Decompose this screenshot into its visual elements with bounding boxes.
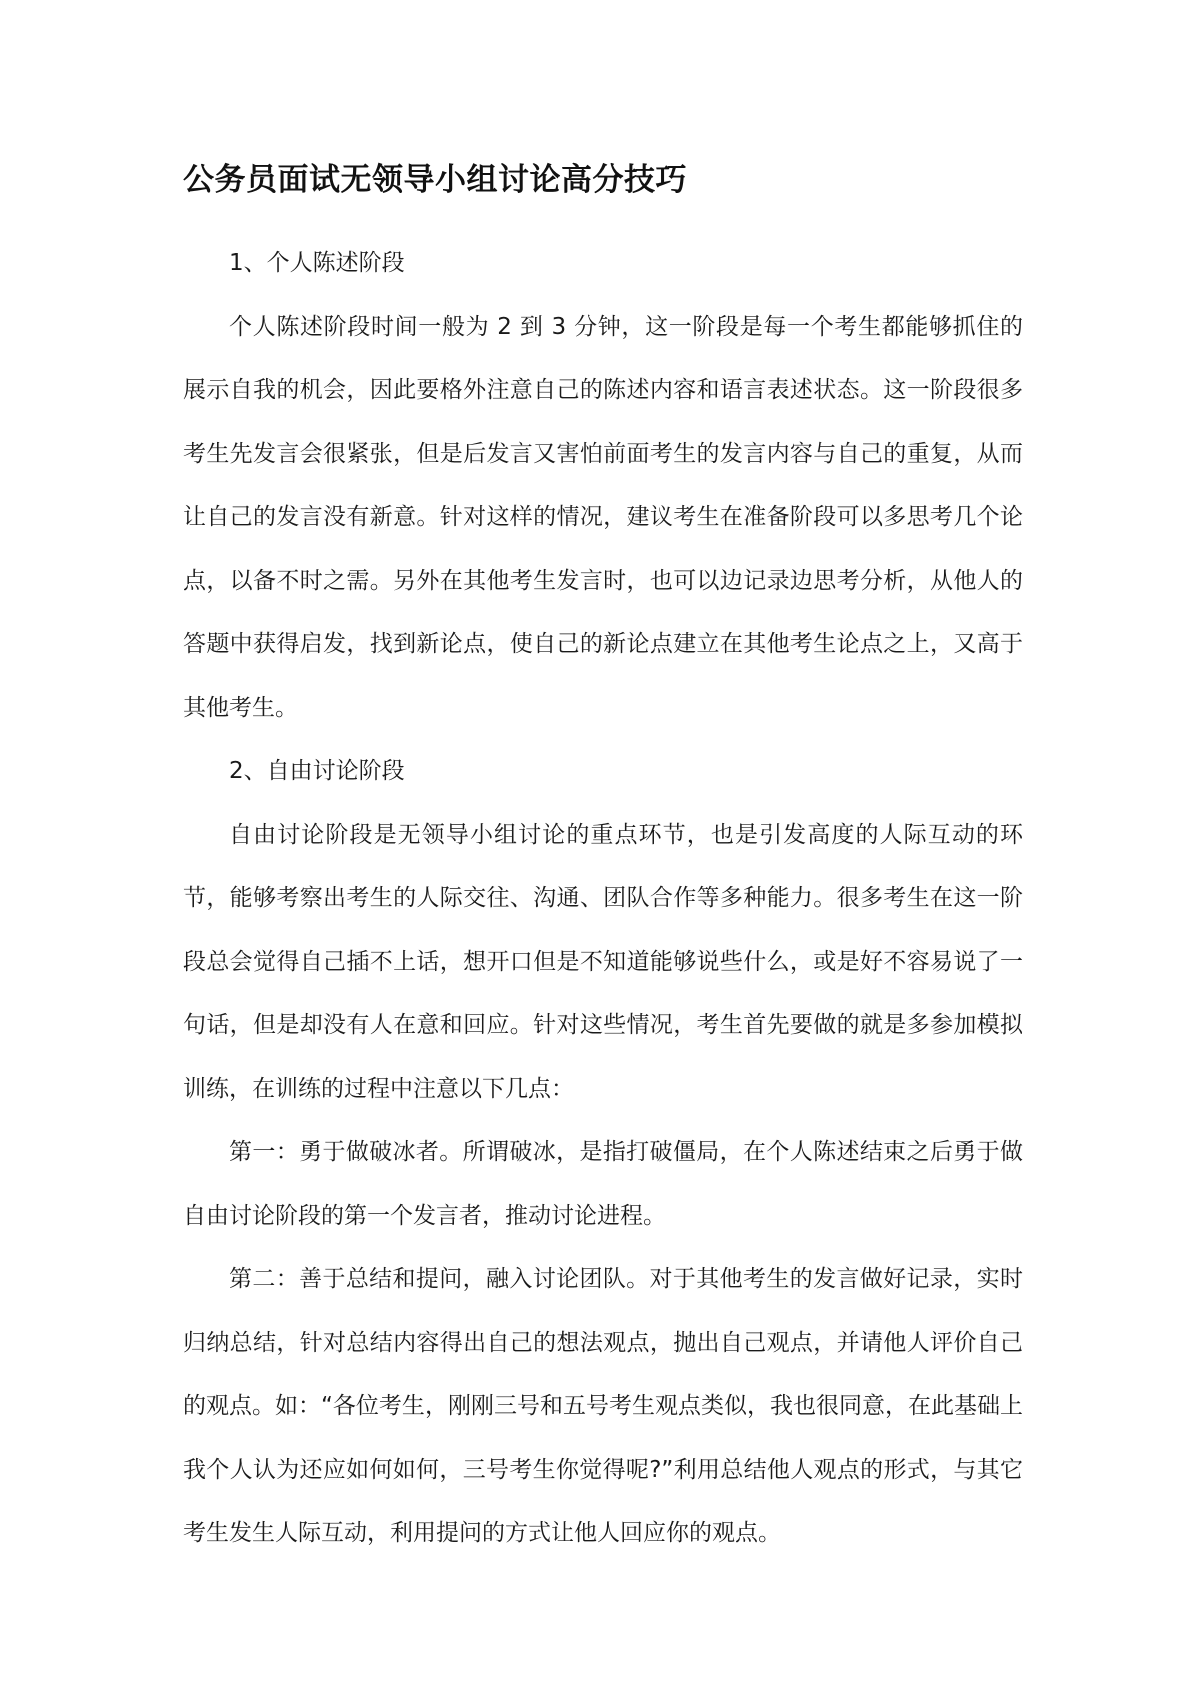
paragraph-personal-statement: 个人陈述阶段时间一般为 2 到 3 分钟，这一阶段是每一个考生都能够抓住的展示自我的机会，因此要格外注意自己的陈述内容和语言表述状态。这一阶段很多考生先发言会很紧张，但是后发言又害怕前面考生的发言内容与自己的重复，从而让自己的发言没有新意。针对这样的情况，建议考生在准备阶段可以多思考几个论点，以备不时之需。另外在其他考生发言时，也可以边记录边思考分析，从他人的答题中获得启发，找到新论点，使自己的新论点建立在其他考生论点之上，又高于其他考生。 xyxy=(183,313,1023,721)
document-title: 公务员面试无领导小组讨论高分技巧 xyxy=(183,162,687,198)
section-heading-personal-statement: 1、个人陈述阶段 xyxy=(229,250,405,276)
paragraph-point-two: 第二：善于总结和提问，融入讨论团队。对于其他考生的发言做好记录，实时归纳总结，针对总结内容得出自己的想法观点，抛出自己观点，并请他人评价自己的观点。如：“各位考生，刚刚三号和五号考生观点类似，我也很同意，在此基础上我个人认为还应如何如何，三号考生你觉得呢?”利用总结他人观点的形式，与其它考生发生人际互动，利用提问的方式让他人回应你的观点。 xyxy=(183,1266,1023,1546)
section-heading-free-discussion: 2、自由讨论阶段 xyxy=(229,758,405,784)
paragraph-free-discussion: 自由讨论阶段是无领导小组讨论的重点环节，也是引发高度的人际互动的环节，能够考察出考生的人际交往、沟通、团队合作等多种能力。很多考生在这一阶段总会觉得自己插不上话，想开口但是不知道能够说些什么，或是好不容易说了一句话，但是却没有人在意和回应。针对这些情况，考生首先要做的就是多参加模拟训练，在训练的过程中注意以下几点： xyxy=(183,821,1023,1102)
paragraph-point-one: 第一：勇于做破冰者。所谓破冰，是指打破僵局，在个人陈述结束之后勇于做自由讨论阶段的第一个发言者，推动讨论进程。 xyxy=(183,1139,1023,1229)
document-page xyxy=(183,150,1023,1566)
